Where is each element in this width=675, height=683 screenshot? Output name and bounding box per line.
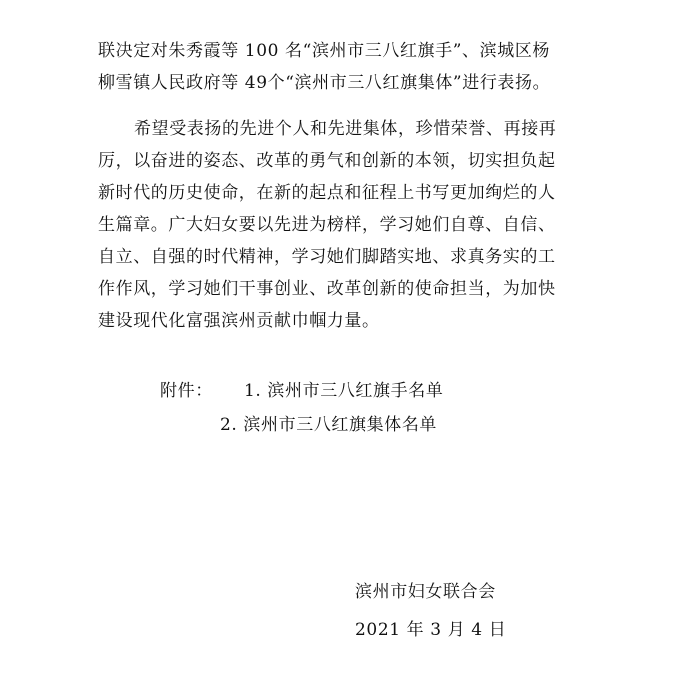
paragraph-line: 建设现代化富强滨州贡献巾帼力量。 <box>98 311 380 331</box>
paragraph-line: 自立、自强的时代精神，学习她们脚踏实地、求真务实的工 <box>98 247 556 267</box>
attachment-item: 2. 滨州市三八红旗集体名单 <box>220 415 438 435</box>
signing-organization: 滨州市妇女联合会 <box>355 582 496 602</box>
paragraph-line: 生篇章。广大妇女要以先进为榜样，学习她们自尊、自信、 <box>98 215 556 235</box>
attachment-row <box>160 408 443 442</box>
paragraph-line: 柳雪镇人民政府等 49个“滨州市三八红旗集体”进行表扬。 <box>98 73 551 93</box>
paragraph-line: 厉，以奋进的姿态、改革的勇气和创新的本领，切实担负起 <box>98 151 556 171</box>
attachments-section <box>160 374 443 442</box>
paragraph-line: 新时代的历史使命，在新的起点和征程上书写更加绚烂的人 <box>98 183 556 203</box>
attachment-item: 1. 滨州市三八红旗手名单 <box>244 381 444 401</box>
signature-block <box>355 573 506 649</box>
paragraph-line: 联决定对朱秀霞等 100 名“滨州市三八红旗手”、滨城区杨 <box>98 41 551 61</box>
paragraph-commendation-decision <box>98 35 598 99</box>
signing-date: 2021 年 3 月 4 日 <box>355 620 507 640</box>
paragraph-line: 希望受表扬的先进个人和先进集体，珍惜荣誉、再接再 <box>134 119 557 139</box>
paragraph-expectations <box>98 113 598 337</box>
attachments-label: 附件： <box>160 381 213 401</box>
paragraph-line: 作作风，学习她们干事创业、改革创新的使命担当，为加快 <box>98 279 556 299</box>
attachment-row <box>160 374 443 408</box>
